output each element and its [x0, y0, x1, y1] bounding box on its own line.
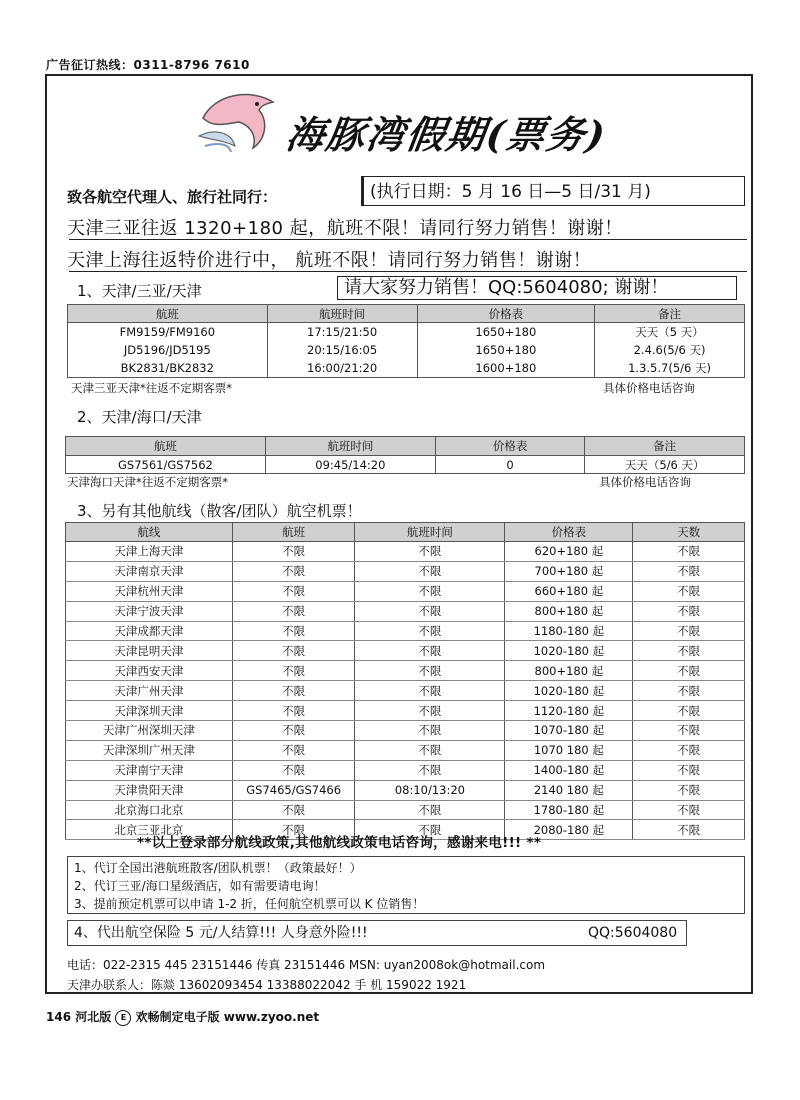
cell-route: 天津成都天津 [66, 621, 233, 641]
cell-route: 天津宁波天津 [66, 601, 233, 621]
cell-remark: 天天（5 天） [595, 323, 745, 342]
cell-days: 不限 [633, 780, 745, 800]
cell-time: 不限 [355, 641, 505, 661]
cell-days: 不限 [633, 760, 745, 780]
table-row [66, 780, 745, 800]
cell-remark: 2.4.6(5/6 天) [595, 341, 745, 359]
cell-time: 不限 [355, 681, 505, 701]
cell-price: 1070 180 起 [505, 740, 633, 760]
cell-route: 天津南京天津 [66, 561, 233, 581]
col-header: 备注 [595, 305, 745, 323]
col-header: 航班时间 [265, 437, 435, 456]
cell-flight: 不限 [232, 681, 355, 701]
section-title-other-routes: 3、另有其他航线（散客/团队）航空机票！ [77, 502, 362, 520]
cell-flight: 不限 [232, 721, 355, 741]
cell-price: 800+180 起 [505, 661, 633, 681]
col-header: 航班时间 [355, 523, 505, 542]
haikou-flight-table [65, 436, 745, 474]
cell-price: 1070-180 起 [505, 721, 633, 741]
cell-route: 北京海口北京 [66, 800, 233, 820]
dolphin-logo-icon [195, 88, 285, 154]
cell-route: 天津深圳天津 [66, 701, 233, 721]
cell-flight: 不限 [232, 701, 355, 721]
cell-time: 不限 [355, 561, 505, 581]
cell-flight: 不限 [232, 601, 355, 621]
cell-route: 天津贵阳天津 [66, 780, 233, 800]
section-title-sanya: 1、天津/三亚/天津 [77, 282, 202, 300]
greeting-text: 致各航空代理人、旅行社同行： [67, 188, 278, 206]
service-item: 2、代订三亚/海口星级酒店，如有需要请电询！ [74, 879, 326, 893]
cell-days: 不限 [633, 561, 745, 581]
cell-price: 1020-180 起 [505, 641, 633, 661]
insurance-box [67, 920, 687, 946]
cell-route: 天津深圳广州天津 [66, 740, 233, 760]
table-row [68, 323, 745, 342]
cell-route: 天津广州天津 [66, 681, 233, 701]
col-header: 备注 [585, 437, 745, 456]
cell-flight: JD5196/JD5195 [68, 341, 268, 359]
table-row [66, 456, 745, 474]
table-row [66, 641, 745, 661]
col-header: 航班时间 [267, 305, 417, 323]
cell-days: 不限 [633, 721, 745, 741]
table-row [66, 621, 745, 641]
cell-price: 1180-180 起 [505, 621, 633, 641]
service-item: 3、提前预定机票可以申请 1-2 折，任何航空机票可以 K 位销售！ [74, 897, 425, 911]
col-header: 航班 [68, 305, 268, 323]
brand-title: 海豚湾假期(票务) [283, 112, 610, 157]
footer-circle-icon: E [115, 1010, 131, 1026]
cell-flight: 不限 [232, 542, 355, 562]
cell-price: 1020-180 起 [505, 681, 633, 701]
table-header-row [66, 437, 745, 456]
cell-price: 660+180 起 [505, 581, 633, 601]
table-header-row [68, 305, 745, 323]
cell-time: 08:10/13:20 [355, 780, 505, 800]
cell-price: 800+180 起 [505, 601, 633, 621]
table-header-row [66, 523, 745, 542]
cell-route: 天津杭州天津 [66, 581, 233, 601]
col-header: 航班 [66, 437, 266, 456]
table1-note-right: 具体价格电话咨询 [603, 381, 695, 395]
cell-days: 不限 [633, 800, 745, 820]
cell-time: 20:15/16:05 [267, 341, 417, 359]
table-row [66, 800, 745, 820]
cell-flight: 不限 [232, 820, 355, 840]
col-header: 天数 [633, 523, 745, 542]
flyer-frame [45, 74, 753, 994]
table-row [66, 661, 745, 681]
footer-page: 146 河北版 [46, 1010, 112, 1024]
table-row [66, 581, 745, 601]
cell-route: 天津广州深圳天津 [66, 721, 233, 741]
services-box [67, 856, 745, 914]
cell-flight: 不限 [232, 661, 355, 681]
cell-days: 不限 [633, 641, 745, 661]
cell-remark: 1.3.5.7(5/6 天) [595, 359, 745, 378]
policy-note: **以上登录部分航线政策,其他航线政策电话咨询，感谢来电!!! ** [137, 835, 542, 851]
other-routes-table [65, 522, 745, 840]
cell-flight: 不限 [232, 641, 355, 661]
cell-time: 不限 [355, 621, 505, 641]
promo-shanghai: 天津上海往返特价进行中， 航班不限！请同行努力销售！谢谢！ [67, 250, 592, 271]
other-routes-body [66, 542, 745, 840]
cell-time: 17:15/21:50 [267, 323, 417, 342]
cell-time: 不限 [355, 760, 505, 780]
cell-route: 天津上海天津 [66, 542, 233, 562]
cell-days: 不限 [633, 601, 745, 621]
cell-time: 不限 [355, 701, 505, 721]
cell-time: 不限 [355, 542, 505, 562]
cell-flight: BK2831/BK2832 [68, 359, 268, 378]
cell-days: 不限 [633, 581, 745, 601]
cell-time: 09:45/14:20 [265, 456, 435, 474]
contact-person-line: 天津办联系人：陈燚 13602093454 13388022042 手 机 159022 1921 [67, 978, 467, 992]
cell-price: 1600+180 [417, 359, 594, 378]
cell-time: 不限 [355, 800, 505, 820]
cell-time: 不限 [355, 740, 505, 760]
table-row [66, 760, 745, 780]
table-row [66, 721, 745, 741]
cell-price: 1780-180 起 [505, 800, 633, 820]
table-row [66, 681, 745, 701]
col-header: 航线 [66, 523, 233, 542]
qq-banner: 请大家努力销售！QQ:5604080; 谢谢！ [337, 276, 737, 300]
cell-route: 天津南宁天津 [66, 760, 233, 780]
cell-time: 不限 [355, 601, 505, 621]
section-title-haikou: 2、天津/海口/天津 [77, 408, 202, 426]
cell-flight: 不限 [232, 581, 355, 601]
cell-flight: 不限 [232, 800, 355, 820]
cell-days: 不限 [633, 820, 745, 840]
cell-flight: GS7465/GS7466 [232, 780, 355, 800]
cell-days: 不限 [633, 701, 745, 721]
cell-price: 0 [435, 456, 585, 474]
cell-route: 北京三亚北京 [66, 820, 233, 840]
col-header: 价格表 [505, 523, 633, 542]
cell-price: 700+180 起 [505, 561, 633, 581]
cell-flight: 不限 [232, 561, 355, 581]
divider [69, 271, 747, 272]
cell-days: 不限 [633, 621, 745, 641]
cell-time: 不限 [355, 721, 505, 741]
cell-days: 不限 [633, 661, 745, 681]
table-row [66, 701, 745, 721]
execution-date: (执行日期：5 月 16 日—5 日/31 月) [361, 176, 745, 206]
cell-time: 不限 [355, 581, 505, 601]
cell-flight: 不限 [232, 740, 355, 760]
cell-price: 620+180 起 [505, 542, 633, 562]
cell-time: 不限 [355, 820, 505, 840]
page-footer [46, 1008, 319, 1026]
col-header: 航班 [232, 523, 355, 542]
cell-price: 1650+180 [417, 341, 594, 359]
table-row [66, 561, 745, 581]
table2-note-right: 具体价格电话咨询 [599, 475, 691, 489]
promo-sanya: 天津三亚往返 1320+180 起，航班不限！请同行努力销售！谢谢！ [67, 218, 623, 239]
insurance-text: 4、代出航空保险 5 元/人结算!!! 人身意外险!!! [74, 925, 368, 941]
cell-days: 不限 [633, 542, 745, 562]
cell-price: 2080-180 起 [505, 820, 633, 840]
insurance-qq: QQ:5604080 [588, 925, 678, 941]
cell-route: 天津西安天津 [66, 661, 233, 681]
table2-note-left: 天津海口天津*往返不定期客票* [67, 475, 228, 489]
cell-flight: FM9159/FM9160 [68, 323, 268, 342]
cell-time: 不限 [355, 661, 505, 681]
cell-flight: 不限 [232, 760, 355, 780]
table-row [66, 601, 745, 621]
table-row [68, 341, 745, 359]
ad-hotline: 广告征订热线：0311-8796 7610 [46, 58, 250, 72]
cell-days: 不限 [633, 740, 745, 760]
cell-flight: 不限 [232, 621, 355, 641]
cell-days: 不限 [633, 681, 745, 701]
cell-route: 天津昆明天津 [66, 641, 233, 661]
cell-price: 1400-180 起 [505, 760, 633, 780]
cell-flight: GS7561/GS7562 [66, 456, 266, 474]
service-item: 1、代订全国出港航班散客/团队机票！（政策最好！） [74, 861, 362, 875]
table-row [66, 740, 745, 760]
table1-note-left: 天津三亚天津*往返不定期客票* [71, 381, 232, 395]
col-header: 价格表 [417, 305, 594, 323]
cell-price: 1650+180 [417, 323, 594, 342]
cell-price: 1120-180 起 [505, 701, 633, 721]
divider [69, 239, 747, 240]
table-row [68, 359, 745, 378]
cell-price: 2140 180 起 [505, 780, 633, 800]
contact-phone-line: 电话：022-2315 445 23151446 传真 23151446 MSN: uyan2008ok@hotmail.com [67, 958, 546, 972]
table-row [66, 542, 745, 562]
sanya-flight-table [67, 304, 745, 378]
col-header: 价格表 [435, 437, 585, 456]
footer-site: 欢畅制定电子版 www.zyoo.net [135, 1010, 320, 1024]
cell-time: 16:00/21:20 [267, 359, 417, 378]
cell-remark: 天天（5/6 天） [585, 456, 745, 474]
